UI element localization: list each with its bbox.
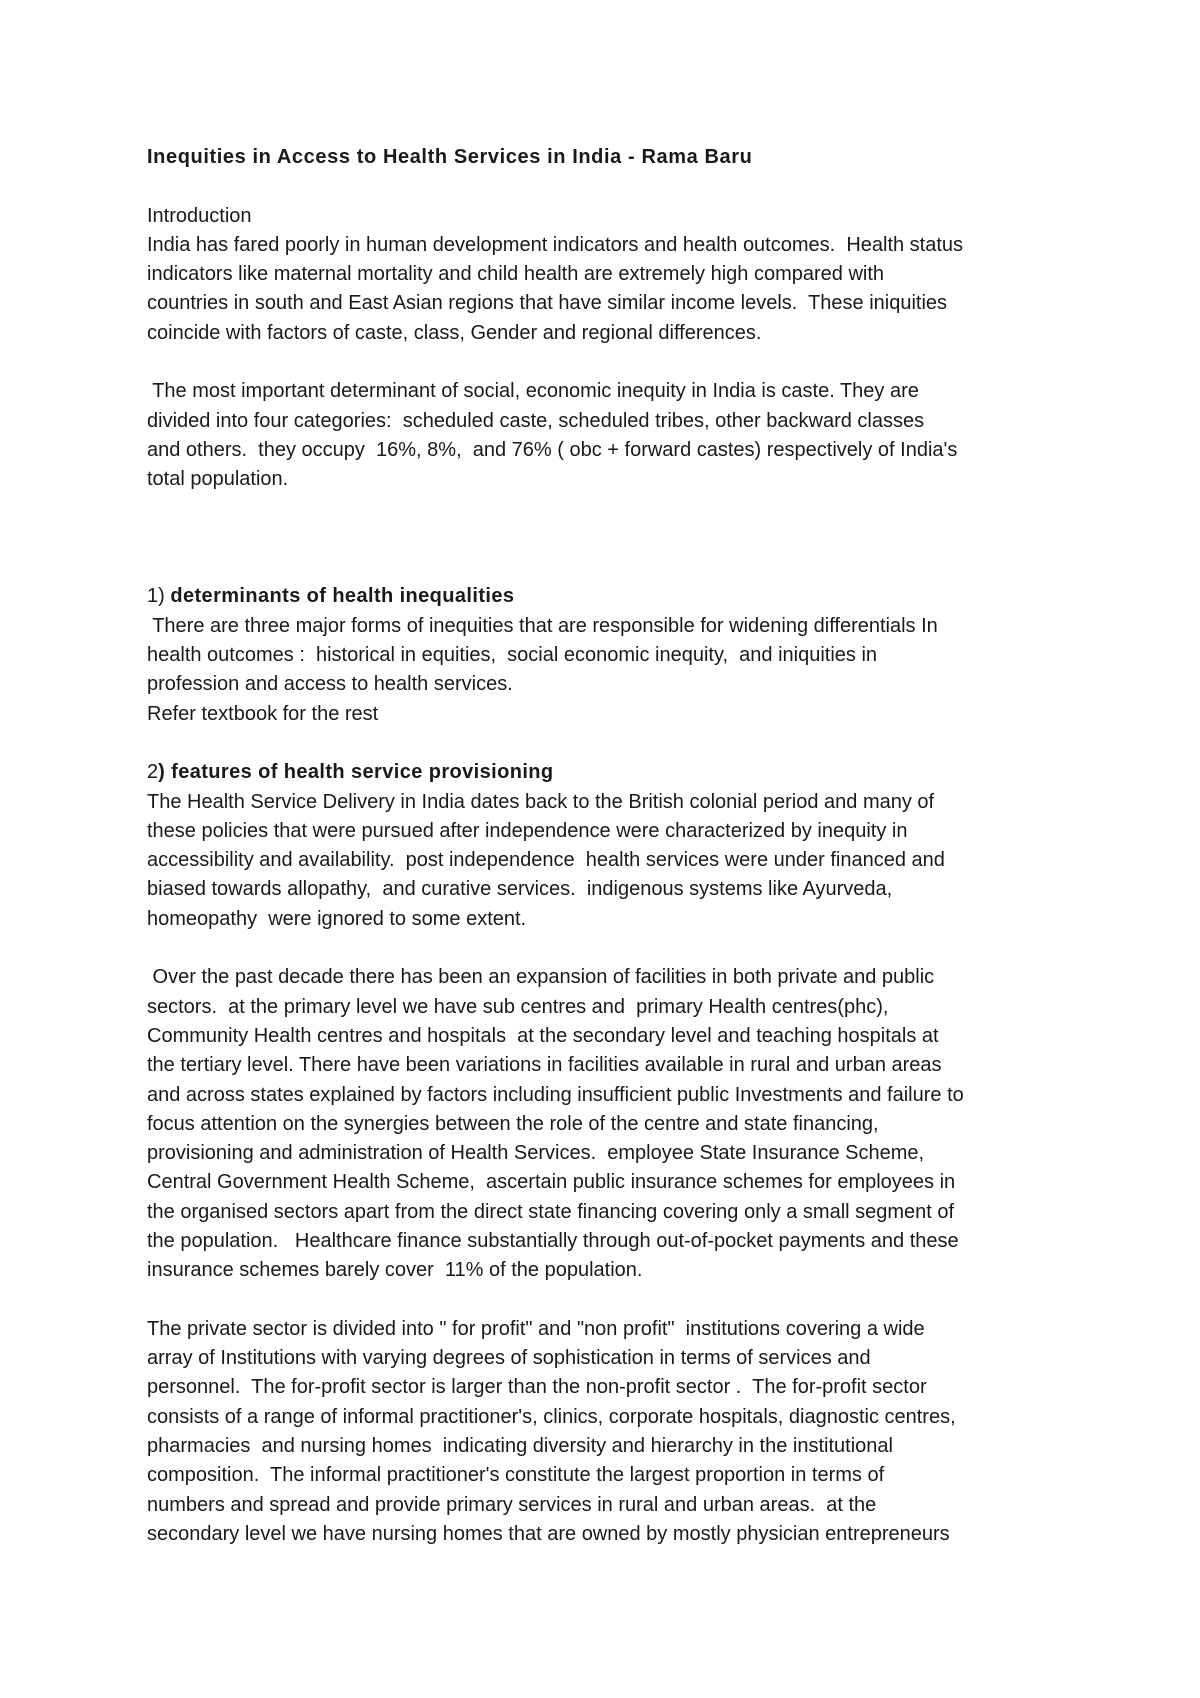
paragraph-line: divided into four categories: scheduled caste, scheduled tribes, other backward classes	[147, 409, 925, 432]
paragraph-line: the organised sectors apart from the direct state financing covering only a small segment of	[147, 1200, 955, 1223]
paragraph-line: the population. Healthcare finance substantially through out-of-pocket payments and these	[147, 1229, 959, 1252]
section-1-title: determinants of health inequalities	[170, 585, 515, 608]
intro-paragraph	[147, 231, 1067, 348]
paragraph-line: The most important determinant of social, economic inequity in India is caste. They are	[147, 380, 919, 403]
paragraph-line: personnel. The for-profit sector is larger than the non-profit sector . The for-profit sector	[147, 1376, 927, 1399]
spacer	[147, 495, 1067, 583]
paragraph-line: indicators like maternal mortality and child health are extremely high compared with	[147, 263, 885, 286]
paragraph-line: The Health Service Delivery in India dates back to the British colonial period and many of	[147, 790, 935, 813]
caste-paragraph	[147, 377, 1067, 494]
paragraph-line: Refer textbook for the rest	[147, 702, 379, 725]
section-2-heading	[147, 758, 1067, 787]
facilities-paragraph	[147, 963, 1067, 1285]
paragraph-line: the tertiary level. There have been variations in facilities available in rural and urban areas	[147, 1054, 942, 1077]
paragraph-line: profession and access to health services.	[147, 673, 513, 696]
document-body	[147, 143, 1067, 1549]
paragraph-line: accessibility and availability. post independence health services were under financed and	[147, 849, 945, 872]
paragraph-line: biased towards allopathy, and curative services. indigenous systems like Ayurveda,	[147, 878, 893, 901]
section-2-number: 2	[147, 761, 159, 784]
spacer	[147, 729, 1067, 758]
paragraph-line: sectors. at the primary level we have sub centres and primary Health centres(phc),	[147, 995, 889, 1018]
paragraph-line: There are three major forms of inequities that are responsible for widening differentials In	[147, 614, 938, 637]
section-2-title: ) features of health service provisioning	[158, 761, 554, 784]
paragraph-line: Over the past decade there has been an expansion of facilities in both private and public	[147, 966, 935, 989]
spacer	[147, 348, 1067, 377]
paragraph-line: health outcomes : historical in equities, social economic inequity, and iniquities in	[147, 644, 878, 667]
intro-heading: Introduction	[147, 204, 252, 227]
paragraph-line: and across states explained by factors including insufficient public Investments and failure to	[147, 1083, 964, 1106]
paragraph-line: Central Government Health Scheme, ascertain public insurance schemes for employees in	[147, 1171, 956, 1194]
paragraph-line: provisioning and administration of Health Services. employee State Insurance Scheme,	[147, 1142, 925, 1165]
paragraph-line: homeopathy were ignored to some extent.	[147, 907, 527, 930]
paragraph-line: coincide with factors of caste, class, Gender and regional differences.	[147, 321, 762, 344]
paragraph-line: insurance schemes barely cover 11% of the population.	[147, 1259, 643, 1282]
paragraph-line: composition. The informal practitioner's constitute the largest proportion in terms of	[147, 1464, 885, 1487]
paragraph-line: and others. they occupy 16%, 8%, and 76% ( obc + forward castes) respectively of India's	[147, 438, 958, 461]
section-1	[147, 582, 1067, 728]
paragraph-line: countries in south and East Asian regions that have similar income levels. These iniquities	[147, 292, 948, 315]
spacer	[147, 1286, 1067, 1315]
document-title: Inequities in Access to Health Services in India - Rama Baru	[147, 146, 753, 168]
paragraph-line: array of Institutions with varying degrees of sophistication in terms of services and	[147, 1347, 871, 1370]
paragraph-line: consists of a range of informal practitioner's, clinics, corporate hospitals, diagnostic centres,	[147, 1405, 956, 1428]
paragraph-line: pharmacies and nursing homes indicating diversity and hierarchy in the institutional	[147, 1435, 893, 1458]
paragraph-line: total population.	[147, 468, 289, 491]
section-1-number: 1)	[147, 585, 171, 608]
paragraph-line: these policies that were pursued after independence were characterized by inequity in	[147, 819, 908, 842]
section-1-heading	[147, 582, 1067, 611]
paragraph-line: The private sector is divided into " for profit" and "non profit" institutions covering a wide	[147, 1317, 925, 1340]
spacer	[147, 934, 1067, 963]
paragraph-line: numbers and spread and provide primary services in rural and urban areas. at the	[147, 1493, 877, 1516]
paragraph-line: India has fared poorly in human development indicators and health outcomes. Health status	[147, 233, 964, 256]
private-sector-paragraph	[147, 1315, 1067, 1549]
spacer	[147, 172, 1067, 201]
paragraph-line: Community Health centres and hospitals at the secondary level and teaching hospitals at	[147, 1024, 939, 1047]
paragraph-line: focus attention on the synergies between the role of the centre and state financing,	[147, 1112, 879, 1135]
paragraph-line: secondary level we have nursing homes that are owned by mostly physician entrepreneurs	[147, 1522, 950, 1545]
section-2	[147, 758, 1067, 1549]
